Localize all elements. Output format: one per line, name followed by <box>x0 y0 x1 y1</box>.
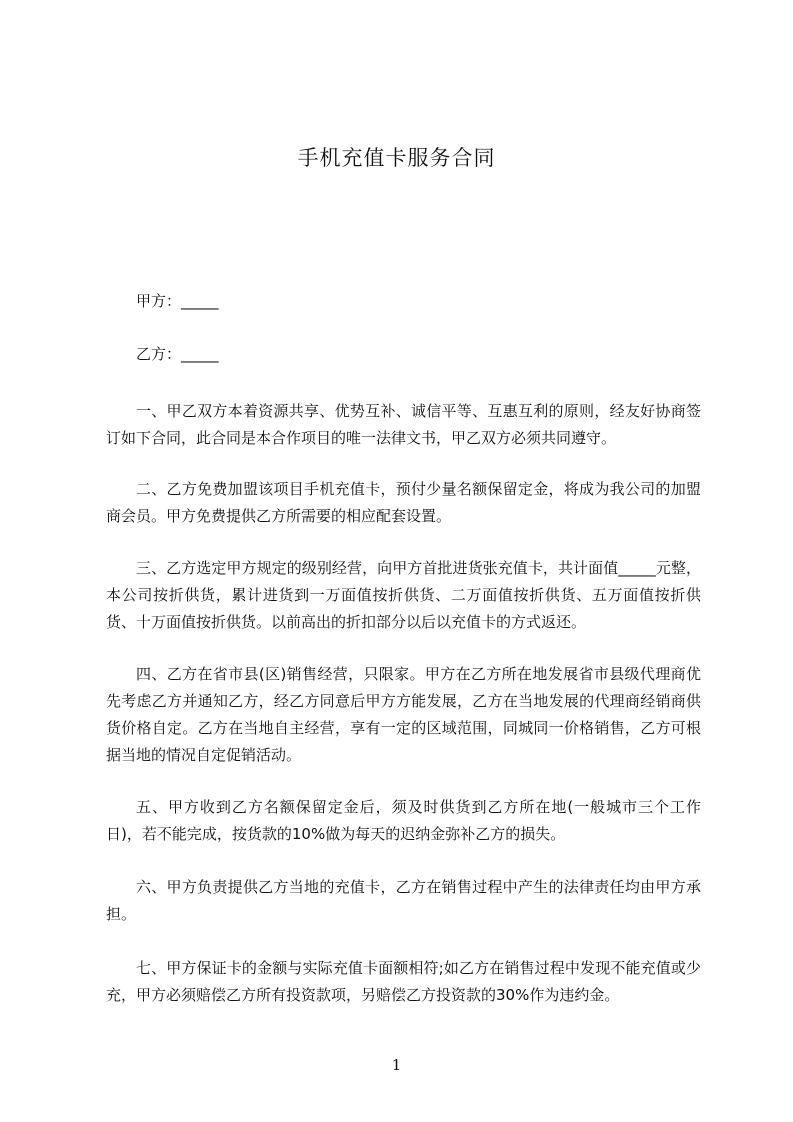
party-b-line: 乙方：_____ <box>136 345 219 363</box>
clause-5: 五、甲方收到乙方名额保留定金后，须及时供货到乙方所在地(一般城市三个工作日)，若不能完成，按货款的10%做为每天的迟纳金弥补乙方的损失。 <box>106 798 701 843</box>
clause-7: 七、甲方保证卡的金额与实际充值卡面额相符;如乙方在销售过程中发现不能充值或少充，甲方必须赔偿乙方所有投资款项，另赔偿乙方投资款的30%作为违约金。 <box>106 959 701 1004</box>
clause-4: 四、乙方在省市县(区)销售经营，只限家。甲方在乙方所在地发展省市县级代理商优先考虑乙方并通知乙方，经乙方同意后甲方方能发展，乙方在当地发展的代理商经销商供货价格自定。乙方在当地自主经营，享有一定的区域范围，同城同一价格销售，乙方可根据当地的情况自定促销活动。 <box>106 665 701 764</box>
clause-3: 三、乙方选定甲方规定的级别经营，向甲方首批进货张充值卡，共计面值_____元整，本公司按折供货，累计进货到一万面值按折供货、二万面值按折供货、五万面值按折供货、十万面值按折供货。以前高出的折扣部分以后以充值卡的方式返还。 <box>106 559 701 631</box>
page-number: 1 <box>391 1056 402 1074</box>
clause-2: 二、乙方免费加盟该项目手机充值卡，预付少量名额保留定金，将成为我公司的加盟商会员。甲方免费提供乙方所需要的相应配套设置。 <box>106 480 701 525</box>
clause-1: 一、甲乙双方本着资源共享、优势互补、诚信平等、互惠互利的原则，经友好协商签订如下合同，此合同是本合作项目的唯一法律文书，甲乙双方必须共同遵守。 <box>106 402 701 447</box>
document-title: 手机充值卡服务合同 <box>297 146 496 170</box>
clause-6: 六、甲方负责提供乙方当地的充值卡，乙方在销售过程中产生的法律责任均由甲方承担。 <box>106 878 701 923</box>
party-a-line: 甲方：_____ <box>136 292 219 310</box>
